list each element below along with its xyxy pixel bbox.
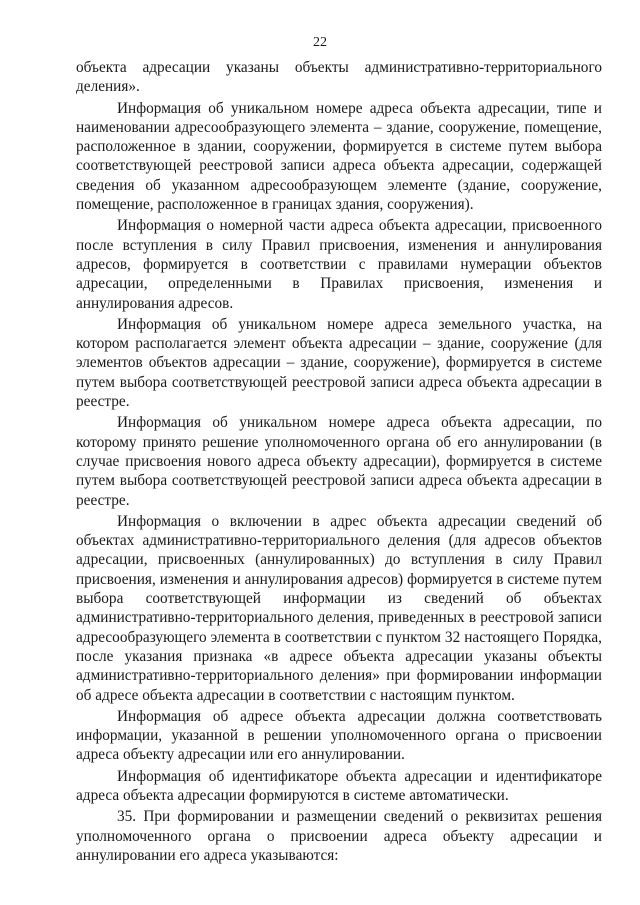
page-number: 22	[313, 35, 327, 50]
paragraph-continuation: объекта адресации указаны объекты административно-территориального деления».	[76, 59, 602, 96]
paragraph-unique-address-number: Информация об уникальном номере адреса объекта адресации, типе и наименовании адресообразующего элемента – здание, сооружение, помещение, расположенное в здании, сооружении, формируется в системе путем выбора соответствующей реестровой записи адреса объекта адресации, содержащей сведения об указанном адресообразующем элементе (здание, сооружение, помещение, расположенное в границах здания, сооружения).	[76, 99, 602, 214]
paragraph-address-compliance: Информация об адресе объекта адресации должна соответствовать информации, указанной в решении уполномоченного органа о присвоении адреса объекту адресации или его аннулировании.	[76, 707, 602, 764]
paragraph-land-plot-address: Информация об уникальном номере адреса земельного участка, на котором располагается элемент объекта адресации – здание, сооружение (для элементов объектов адресации – здание, сооружение), формируется в системе путем выбора соответствующей реестровой записи адреса объекта адресации в реестре.	[76, 315, 602, 411]
document-body	[76, 58, 602, 867]
paragraph-identifiers: Информация об идентификаторе объекта адресации и идентификаторе адреса объекта адресации формируются в системе автоматически.	[76, 767, 602, 804]
paragraph-territorial-division: Информация о включении в адрес объекта адресации сведений об объектах административно-территориального деления (для адресов объектов адресации, присвоенных (аннулированных) до вступления в силу Правил присвоения, изменения и аннулирования адресов) формируется в системе путем выбора соответствующей информации из сведений об объектах административно-территориального деления, приведенных в реестровой записи адресообразующего элемента в соответствии с пунктом 32 настоящего Порядка, после указания признака «в адресе объекта адресации указаны объекты административно-территориального деления» при формировании информации об адресе объекта адресации в соответствии с настоящим пунктом.	[76, 512, 602, 704]
paragraph-number-part: Информация о номерной части адреса объекта адресации, присвоенного после вступления в силу Правил присвоения, изменения и аннулирования адресов, формируется в соответствии с правилами нумерации объектов адресации, определенными в Правилах присвоения, изменения и аннулирования адресов.	[76, 217, 602, 312]
paragraph-annulled-address: Информация об уникальном номере адреса объекта адресации, по которому принято решение уполномоченного органа об его аннулировании (в случае присвоения нового адреса объекту адресации), формируется в системе путем выбора соответствующей реестровой записи адреса объекта адресации в реестре.	[76, 414, 602, 509]
paragraph-item-35: 35. При формировании и размещении сведений о реквизитах решения уполномоченного органа о присвоении адреса объекту адресации и аннулировании его адреса указываются:	[76, 808, 602, 864]
